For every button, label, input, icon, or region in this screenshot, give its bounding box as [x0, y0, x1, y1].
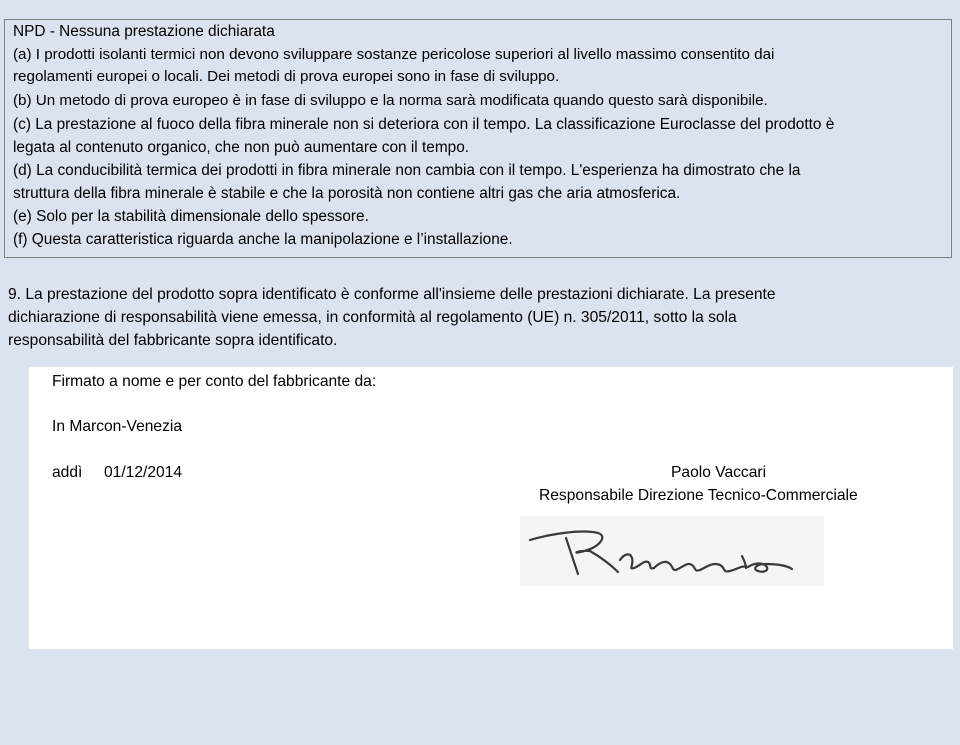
date-value: 01/12/2014	[104, 464, 183, 481]
note-line-c-2: legata al contenuto organico, che non può aumentare con il tempo.	[13, 139, 470, 156]
signature-panel	[29, 367, 953, 649]
note-line-f: (f) Questa caratteristica riguarda anche la manipolazione e l’installazione.	[13, 231, 513, 248]
declaration-line: responsabilità del fabbricante sopra identificato.	[8, 332, 338, 349]
signed-for-label: Firmato a nome e per conto del fabbricante da:	[52, 373, 377, 390]
note-line-e: (e) Solo per la stabilità dimensionale dello spessore.	[13, 208, 369, 225]
declaration-line: dichiarazione di responsabilità viene emessa, in conformità al regolamento (UE) n. 305/2011, sotto la sola	[8, 309, 737, 326]
signer-role: Responsabile Direzione Tecnico-Commerciale	[539, 487, 858, 504]
date-label: addì	[52, 464, 83, 481]
note-line-d-1: (d) La conducibilità termica dei prodotti in fibra minerale non cambia con il tempo. L'esperienza ha dimostrato che la	[13, 162, 801, 179]
note-line-b: (b) Un metodo di prova europeo è in fase di sviluppo e la norma sarà modificata quando questo sarà disponibile.	[13, 92, 768, 109]
signature-icon	[520, 516, 824, 586]
notes-box	[4, 19, 952, 258]
place-text: In Marcon-Venezia	[52, 418, 183, 435]
note-line-npd: NPD - Nessuna prestazione dichiarata	[13, 23, 275, 40]
handwritten-signature	[520, 516, 824, 586]
note-line-a-2: regolamenti europei o locali. Dei metodi di prova europei sono in fase di sviluppo.	[13, 68, 560, 85]
note-line-c-1: (c) La prestazione al fuoco della fibra minerale non si deteriora con il tempo. La classificazione Euroclasse del prodotto è	[13, 116, 835, 133]
note-line-d-2: struttura della fibra minerale è stabile e che la porosità non contiene altri gas che aria atmosferica.	[13, 185, 681, 202]
note-line-a-1: (a) I prodotti isolanti termici non devono sviluppare sostanze pericolose superiori al livello massimo consentito dai	[13, 46, 775, 63]
declaration-line: 9. La prestazione del prodotto sopra identificato è conforme all'insieme delle prestazioni dichiarate. La presente	[8, 286, 776, 303]
signer-name: Paolo Vaccari	[671, 464, 767, 481]
